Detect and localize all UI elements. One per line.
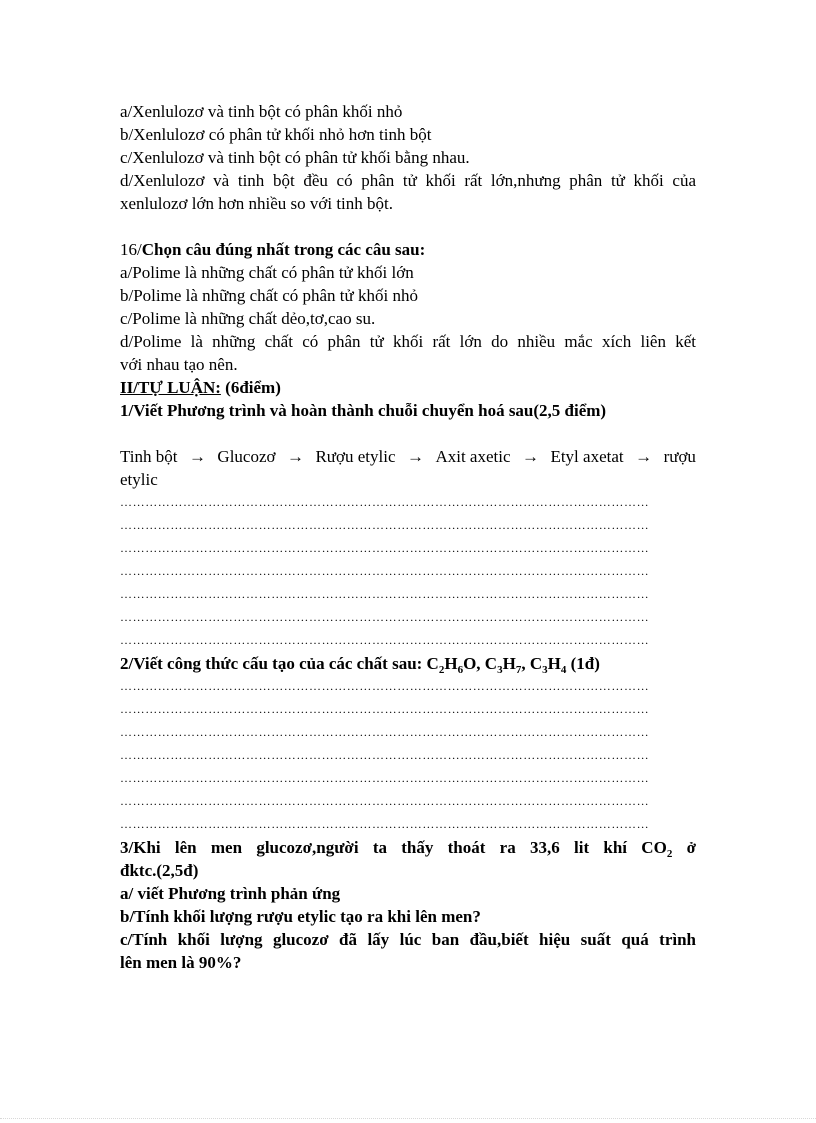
q1-chain [120, 445, 696, 468]
q3-line2: đktc.(2,5đ) [120, 861, 199, 880]
chain-item: Rượu etylic [315, 447, 396, 466]
section2-points: (6điểm) [220, 378, 281, 397]
answer-line[interactable]: ……………………………………………………………………………………………………………… [120, 771, 650, 785]
arrow-icon: → [635, 447, 653, 466]
answer-line[interactable]: ……………………………………………………………………………………………………………… [120, 495, 650, 509]
q16-number: 16/ [120, 240, 142, 259]
answer-line[interactable]: ……………………………………………………………………………………………………………… [120, 725, 650, 739]
answer-line[interactable]: ……………………………………………………………………………………………………………… [120, 610, 650, 624]
chain-item: rượu [663, 447, 696, 466]
answer-line[interactable]: ……………………………………………………………………………………………………………… [120, 587, 650, 601]
answer-line[interactable]: ……………………………………………………………………………………………………………… [120, 794, 650, 808]
page-bottom-rule [0, 1118, 816, 1119]
q3-part-b: b/Tính khối lượng rượu etylic tạo ra khi lên men? [120, 907, 481, 926]
answer-line[interactable]: ……………………………………………………………………………………………………………… [120, 541, 650, 555]
answer-line[interactable]: ……………………………………………………………………………………………………………… [120, 518, 650, 532]
answer-line[interactable]: ……………………………………………………………………………………………………………… [120, 564, 650, 578]
q15-option-d-line2: xenlulozơ lớn hơn nhiều so với tinh bột. [120, 194, 393, 213]
q16-option-d-line1: d/Polime là những chất có phân tử khối rất lớn do nhiều mắc xích liên kết [120, 332, 696, 351]
chain-item: Etyl axetat [550, 447, 624, 466]
q3-part-a: a/ viết Phương trình phản ứng [120, 884, 341, 903]
chain-item: Tinh bột [120, 447, 178, 466]
q16-title: Chọn câu đúng nhất trong các câu sau: [141, 240, 426, 259]
q16-option-c: c/Polime là những chất dẻo,tơ,cao su. [120, 309, 376, 328]
q15-option-b: b/Xenlulozơ có phân tử khối nhỏ hơn tinh bột [120, 125, 432, 144]
answer-line[interactable]: ……………………………………………………………………………………………………………… [120, 817, 650, 831]
q16-option-d-line2: với nhau tạo nên. [120, 355, 238, 374]
q16-option-b: b/Polime là những chất có phân tử khối nhỏ [120, 286, 418, 305]
q3-line1: 3/Khi lên men glucozơ,người ta thấy thoát ra 33,6 lit khí $CO_2$ ở [120, 838, 696, 860]
q15-option-c: c/Xenlulozơ và tinh bột có phân tử khối bằng nhau. [120, 148, 470, 167]
arrow-icon: → [521, 447, 539, 466]
q16-option-a: a/Polime là những chất có phân tử khối lớn [120, 263, 414, 282]
q15-option-a: a/Xenlulozơ và tinh bột có phân khối nhỏ [120, 102, 403, 121]
chain-item: Glucozơ [217, 447, 276, 466]
q3-part-c-line2: lên men là 90%? [120, 953, 242, 972]
q1-title: 1/Viết Phương trình và hoàn thành chuỗi chuyển hoá sau(2,5 điểm) [120, 401, 607, 420]
section2-title: II/TỰ LUẬN: [120, 378, 221, 397]
document-page [120, 100, 696, 974]
answer-line[interactable]: ……………………………………………………………………………………………………………… [120, 702, 650, 716]
q16-heading [120, 238, 696, 261]
answer-line[interactable]: ……………………………………………………………………………………………………………… [120, 633, 650, 647]
section2-heading [120, 376, 696, 399]
q2-title: 2/Viết công thức cấu tạo của các chất sau: $C_2H_6O$, $C_3H_7$, $C_3H_4$ (1đ) [120, 654, 600, 676]
arrow-icon: → [286, 447, 304, 466]
q15-option-d-line1: d/Xenlulozơ và tinh bột đều có phân tử khối rất lớn,nhưng phân tử khối của [120, 171, 696, 190]
arrow-icon: → [188, 447, 206, 466]
q1-chain-end: etylic [120, 470, 158, 489]
chain-item: Axit axetic [435, 447, 511, 466]
answer-line[interactable]: ……………………………………………………………………………………………………………… [120, 748, 650, 762]
answer-line[interactable]: ……………………………………………………………………………………………………………… [120, 679, 650, 693]
arrow-icon: → [406, 447, 424, 466]
q3-part-c-line1: c/Tính khối lượng glucozơ đã lấy lúc ban đầu,biết hiệu suất quá trình [120, 930, 696, 949]
